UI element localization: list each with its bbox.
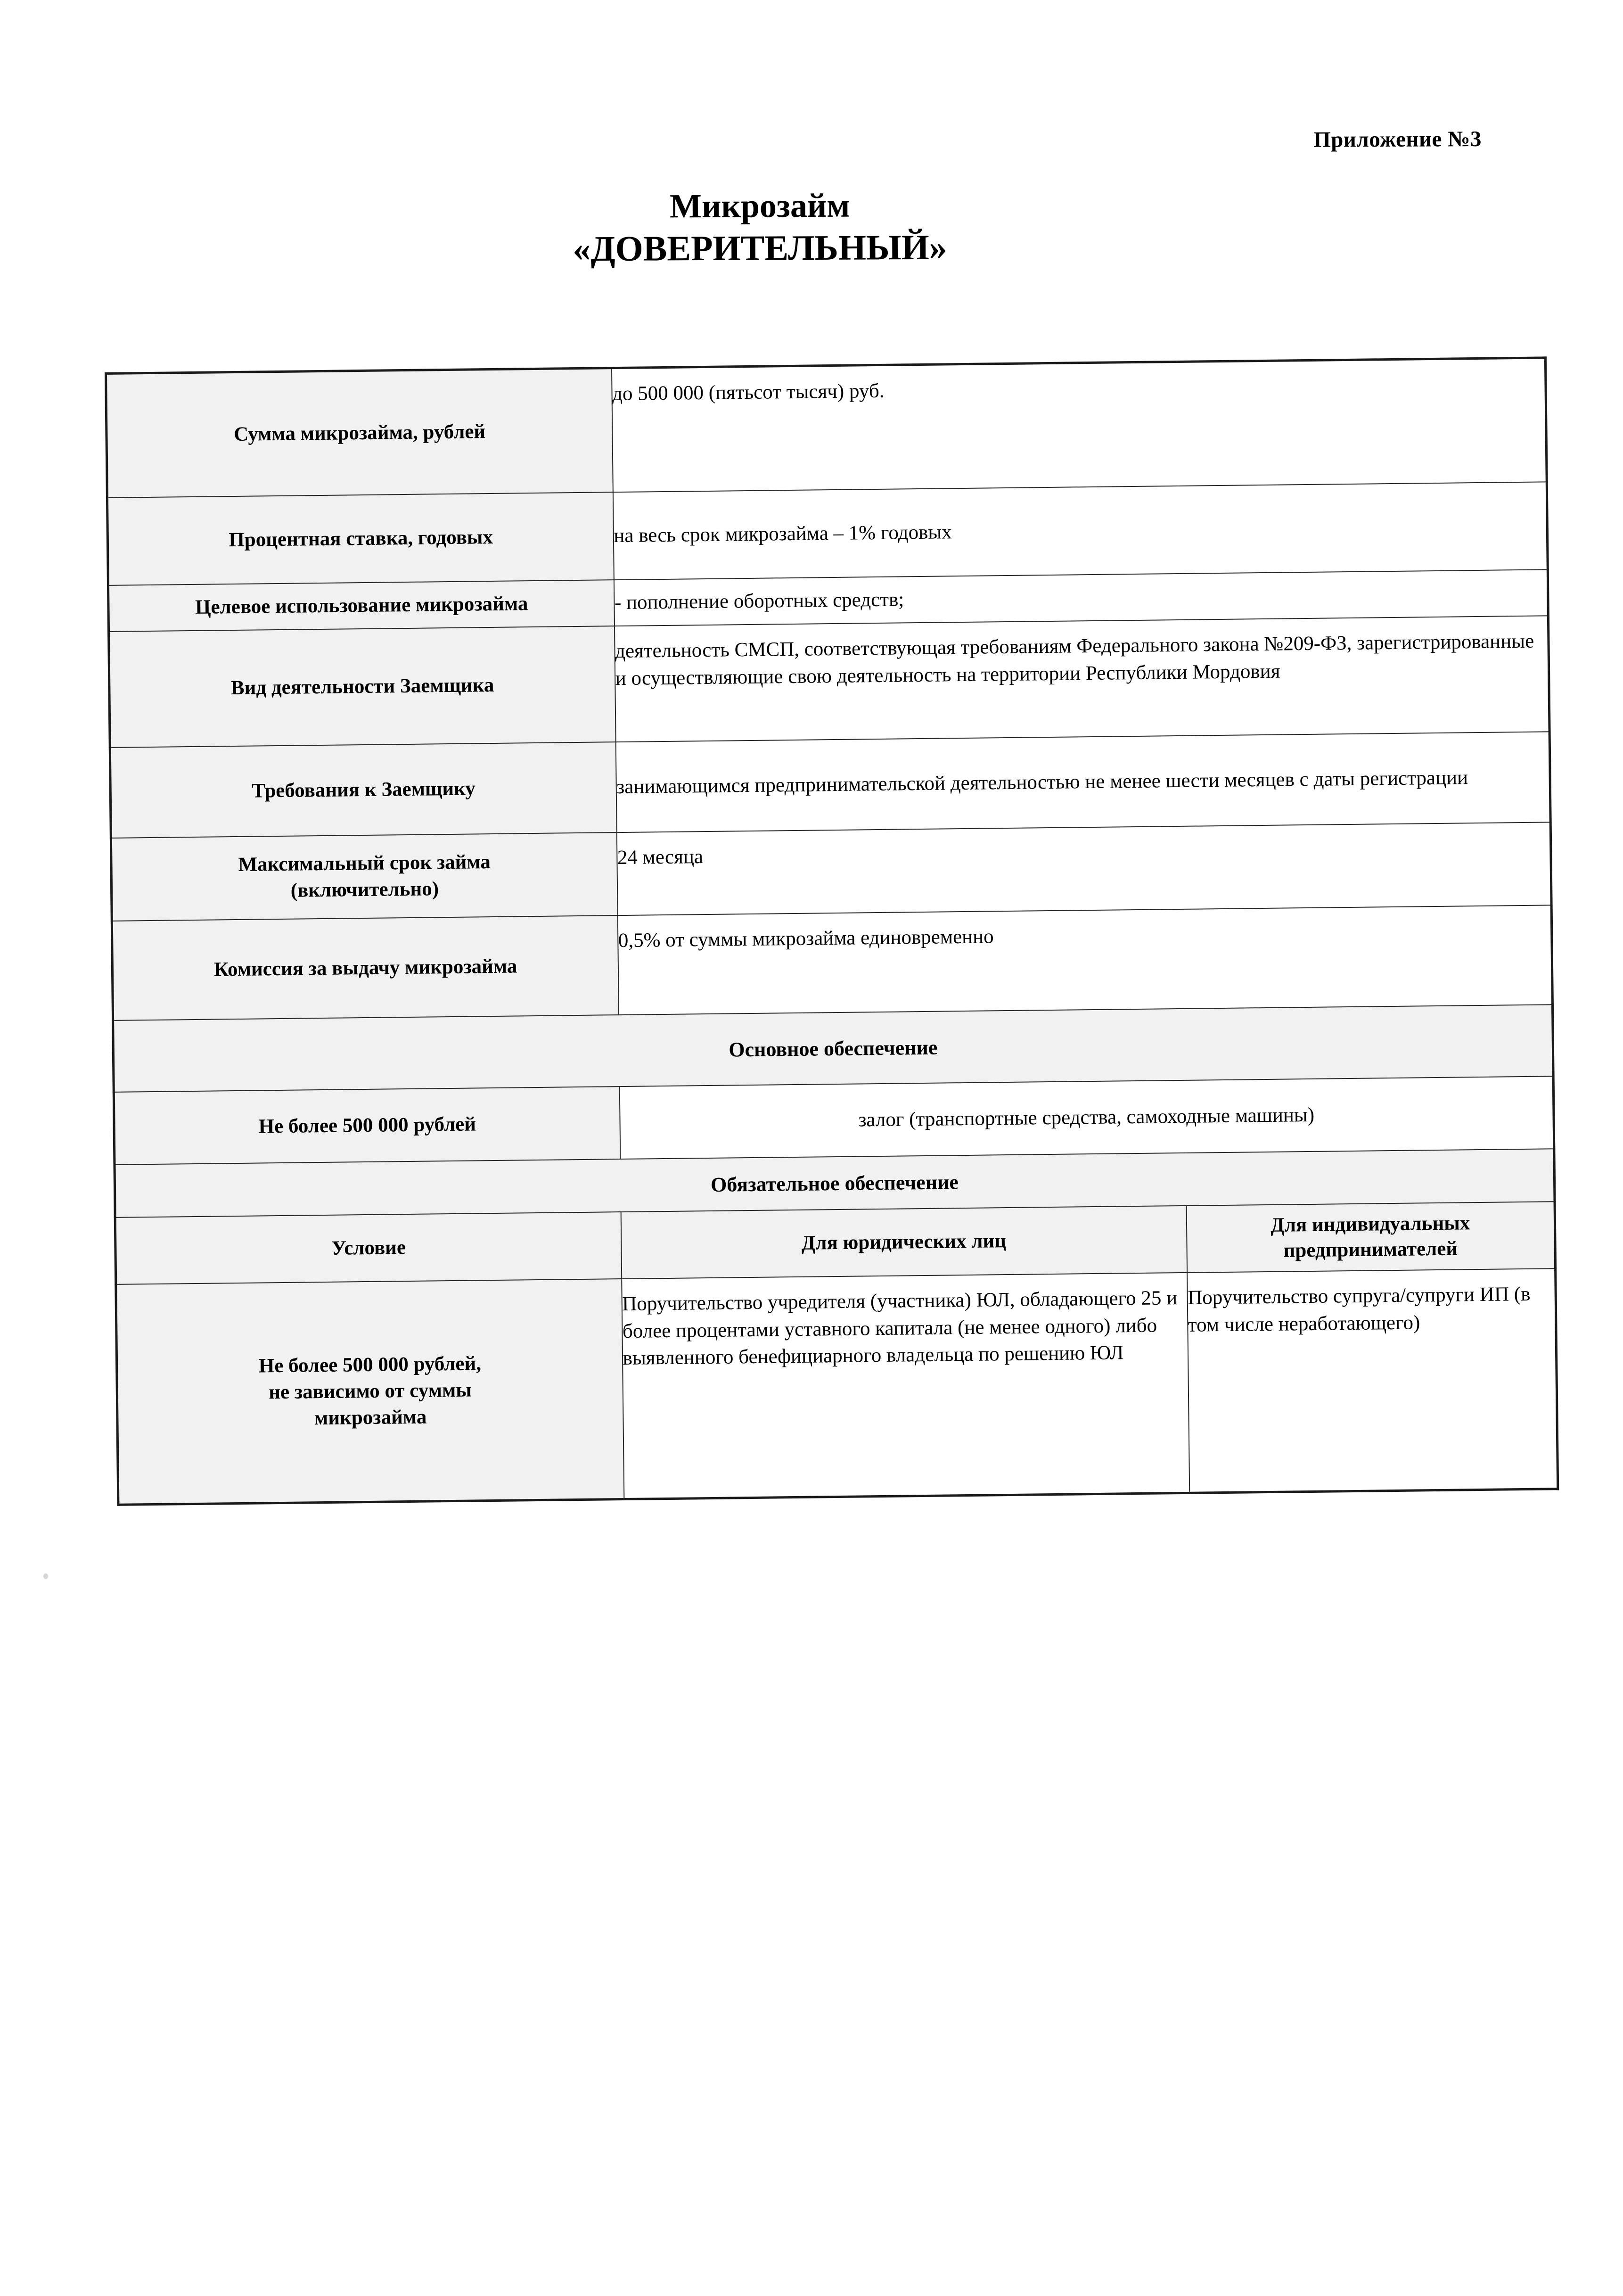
page-title-line-2: «ДОВЕРИТЕЛЬНЫЙ» xyxy=(573,227,947,269)
appendix-label: Приложение №3 xyxy=(1313,127,1482,152)
row-value-issue-commission: 0,5% от суммы микрозайма единовременно xyxy=(617,905,1552,1015)
row-label-obligatory-condition-line-2: не зависимо от суммы xyxy=(268,1379,472,1404)
table-row xyxy=(112,905,1552,1020)
row-label-max-term-line-1: Максимальный срок займа xyxy=(238,851,491,876)
row-label-max-term-line-2: (включительно) xyxy=(290,878,439,902)
row-label-max-term xyxy=(111,832,617,921)
row-label-issue-commission: Комиссия за выдачу микрозайма xyxy=(112,915,618,1020)
page-title-line-1: Микрозайм xyxy=(669,186,850,225)
row-label-borrower-requirements: Требования к Заемщику xyxy=(110,742,616,838)
table-row xyxy=(116,1268,1558,1505)
scan-artifact xyxy=(43,1573,48,1579)
row-value-borrower-activity: деятельность СМСП, соответствующая требованиям Федерального закона №209-ФЗ, зарегистрированные и осуществляющие свою деятельность на территории Республики Мордовия xyxy=(614,616,1549,742)
row-label-obligatory-condition xyxy=(116,1279,624,1505)
column-header-legal-entities: Для юридических лиц xyxy=(621,1206,1187,1279)
column-header-condition: Условие xyxy=(115,1212,621,1284)
column-header-individual-entrepreneurs: Для индивидуальных предпринимателей xyxy=(1186,1201,1556,1273)
table-row xyxy=(110,732,1550,838)
row-value-interest-rate: на весь срок микрозайма – 1% годовых xyxy=(613,482,1548,580)
table-row xyxy=(106,358,1547,498)
row-label-pledge-limit: Не более 500 000 рублей xyxy=(114,1086,620,1165)
row-label-borrower-activity: Вид деятельности Заемщика xyxy=(109,626,616,748)
row-value-borrower-requirements: занимающимся предпринимательской деятельностью не менее шести месяцев с даты регистрации xyxy=(615,732,1550,832)
row-value-targeted-use: - пополнение оборотных средств; xyxy=(614,569,1548,626)
row-value-pledge: залог (транспортные средства, самоходные машины) xyxy=(619,1076,1554,1159)
loan-terms-table xyxy=(105,356,1559,1506)
row-value-individual-entrepreneurs-guarantee: Поручительство супруга/супруги ИП (в том числе неработающего) xyxy=(1187,1268,1558,1493)
page-title xyxy=(0,182,1623,272)
row-value-max-term: 24 месяца xyxy=(616,822,1551,915)
row-value-loan-amount: до 500 000 (пятьсот тысяч) руб. xyxy=(611,358,1547,492)
row-label-obligatory-condition-line-1: Не более 500 000 рублей, xyxy=(258,1352,482,1377)
section-header-main-security: Основное обеспечение xyxy=(113,1004,1553,1092)
row-label-interest-rate: Процентная ставка, годовых xyxy=(107,492,614,585)
table-row xyxy=(107,482,1548,585)
section-header-obligatory-security: Обязательное обеспечение xyxy=(115,1149,1555,1218)
row-value-legal-entities-guarantee: Поручительство учредителя (участника) ЮЛ, обладающего 25 и более процентами уставного капитала (не менее одного) либо выявленного бенефициарного владельца по решению ЮЛ xyxy=(622,1273,1189,1499)
row-label-targeted-use: Целевое использование микрозайма xyxy=(108,580,614,632)
loan-terms-table-wrapper xyxy=(105,356,1557,1506)
table-row xyxy=(109,616,1550,748)
table-row xyxy=(111,822,1551,921)
row-label-obligatory-condition-line-3: микрозайма xyxy=(314,1406,427,1430)
row-label-loan-amount: Сумма микрозайма, рублей xyxy=(106,368,613,498)
